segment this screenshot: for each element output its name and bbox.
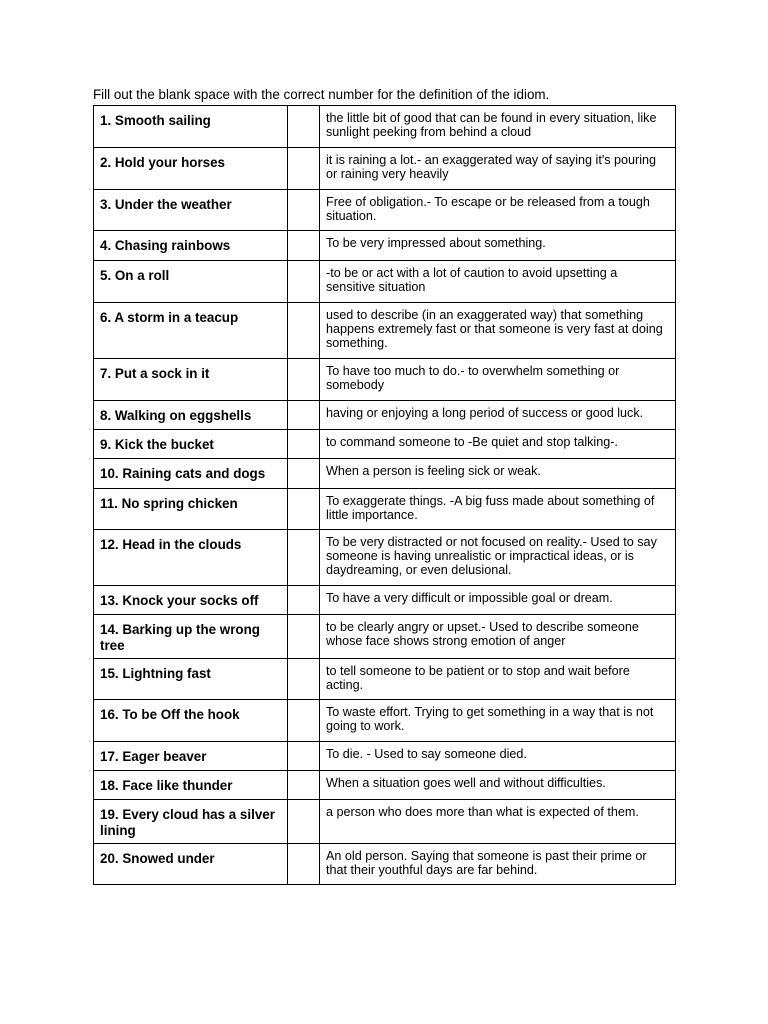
definition-cell — [320, 844, 676, 885]
table-row — [94, 615, 676, 659]
idiom-cell — [94, 586, 288, 615]
idiom-text: 11. No spring chicken — [100, 496, 238, 511]
idiom-cell — [94, 615, 288, 659]
idiom-cell — [94, 106, 288, 148]
definition-text: used to describe (in an exaggerated way) that something happens extremely fast or that someone is very fast at doing something. — [326, 308, 663, 350]
answer-blank[interactable] — [288, 700, 320, 742]
idiom-text: 6. A storm in a teacup — [100, 310, 239, 325]
definition-text: it is raining a lot.- an exaggerated way of saying it's pouring or raining very heavily — [326, 153, 657, 181]
answer-blank[interactable] — [288, 742, 320, 771]
idiom-cell — [94, 530, 288, 586]
table-row — [94, 700, 676, 742]
table-row — [94, 459, 676, 489]
definition-text: To have too much to do.- to overwhelm something or somebody — [326, 364, 620, 392]
idiom-text: 20. Snowed under — [100, 851, 215, 866]
definition-text: to command someone to -Be quiet and stop talking-. — [326, 435, 618, 449]
idiom-cell — [94, 459, 288, 489]
definition-cell — [320, 261, 676, 303]
definition-text: having or enjoying a long period of success or good luck. — [326, 406, 644, 420]
answer-blank[interactable] — [288, 530, 320, 586]
answer-blank[interactable] — [288, 430, 320, 459]
definition-text: An old person. Saying that someone is past their prime or that their youthful days are far behind. — [326, 849, 647, 877]
definition-cell — [320, 231, 676, 261]
definition-cell — [320, 742, 676, 771]
idiom-text: 5. On a roll — [100, 268, 170, 283]
idiom-cell — [94, 261, 288, 303]
answer-blank[interactable] — [288, 489, 320, 530]
definition-text: to tell someone to be patient or to stop and wait before acting. — [326, 664, 630, 692]
idiom-cell — [94, 700, 288, 742]
definition-cell — [320, 359, 676, 401]
idiom-cell — [94, 489, 288, 530]
definition-text: To have a very difficult or impossible goal or dream. — [326, 591, 613, 605]
table-row — [94, 401, 676, 430]
idiom-cell — [94, 190, 288, 231]
answer-blank[interactable] — [288, 459, 320, 489]
table-row — [94, 771, 676, 800]
table-row — [94, 659, 676, 700]
definition-cell — [320, 148, 676, 190]
answer-blank[interactable] — [288, 261, 320, 303]
table-row — [94, 586, 676, 615]
definition-text: Free of obligation.- To escape or be released from a tough situation. — [326, 195, 650, 223]
definition-cell — [320, 459, 676, 489]
table-row — [94, 530, 676, 586]
idiom-text: 16. To be Off the hook — [100, 707, 240, 722]
idiom-text: 15. Lightning fast — [100, 666, 211, 681]
idiom-text: 1. Smooth sailing — [100, 113, 211, 128]
definition-text: To die. - Used to say someone died. — [326, 747, 527, 761]
idiom-text: 14. Barking up the wrong tree — [100, 622, 260, 653]
definition-cell — [320, 586, 676, 615]
table-row — [94, 800, 676, 844]
idiom-text: 9. Kick the bucket — [100, 437, 214, 452]
table-row — [94, 190, 676, 231]
idiom-cell — [94, 771, 288, 800]
idiom-cell — [94, 148, 288, 190]
definition-cell — [320, 615, 676, 659]
table-row — [94, 430, 676, 459]
table-row — [94, 489, 676, 530]
definition-cell — [320, 401, 676, 430]
idiom-text: 18. Face like thunder — [100, 778, 233, 793]
definition-cell — [320, 771, 676, 800]
idiom-text: 12. Head in the clouds — [100, 537, 242, 552]
table-row — [94, 106, 676, 148]
idiom-cell — [94, 359, 288, 401]
definition-cell — [320, 800, 676, 844]
idiom-text: 3. Under the weather — [100, 197, 232, 212]
idiom-cell — [94, 659, 288, 700]
answer-blank[interactable] — [288, 844, 320, 885]
table-row — [94, 148, 676, 190]
answer-blank[interactable] — [288, 401, 320, 430]
idiom-cell — [94, 303, 288, 359]
definition-cell — [320, 430, 676, 459]
idiom-text: 8. Walking on eggshells — [100, 408, 252, 423]
table-row — [94, 359, 676, 401]
answer-blank[interactable] — [288, 148, 320, 190]
definition-cell — [320, 190, 676, 231]
table-row — [94, 231, 676, 261]
definition-cell — [320, 106, 676, 148]
idiom-matching-table — [93, 105, 676, 885]
definition-text: When a person is feeling sick or weak. — [326, 464, 541, 478]
answer-blank[interactable] — [288, 615, 320, 659]
answer-blank[interactable] — [288, 359, 320, 401]
table-row — [94, 844, 676, 885]
idiom-cell — [94, 231, 288, 261]
idiom-text: 7. Put a sock in it — [100, 366, 210, 381]
idiom-text: 13. Knock your socks off — [100, 593, 259, 608]
answer-blank[interactable] — [288, 771, 320, 800]
idiom-cell — [94, 430, 288, 459]
definition-text: a person who does more than what is expected of them. — [326, 805, 639, 819]
answer-blank[interactable] — [288, 231, 320, 261]
idiom-cell — [94, 401, 288, 430]
answer-blank[interactable] — [288, 303, 320, 359]
definition-cell — [320, 700, 676, 742]
idiom-text: 19. Every cloud has a silver lining — [100, 807, 275, 838]
definition-cell — [320, 659, 676, 700]
definition-cell — [320, 489, 676, 530]
idiom-text: 10. Raining cats and dogs — [100, 466, 266, 481]
answer-blank[interactable] — [288, 659, 320, 700]
definition-text: To be very distracted or not focused on reality.- Used to say someone is having unrealistic or impractical ideas, or is daydreaming, or even delusional. — [326, 535, 657, 577]
definition-text: to be clearly angry or upset.- Used to describe someone whose face shows strong emotion of anger — [326, 620, 639, 648]
idiom-text: 17. Eager beaver — [100, 749, 207, 764]
definition-cell — [320, 303, 676, 359]
worksheet-instructions: Fill out the blank space with the correct number for the definition of the idiom. — [93, 87, 550, 102]
definition-text: -to be or act with a lot of caution to avoid upsetting a sensitive situation — [326, 266, 618, 294]
table-row — [94, 742, 676, 771]
definition-text: To waste effort. Trying to get something in a way that is not going to work. — [326, 705, 654, 733]
definition-text: To be very impressed about something. — [326, 236, 546, 250]
table-row — [94, 303, 676, 359]
answer-blank[interactable] — [288, 586, 320, 615]
idiom-text: 2. Hold your horses — [100, 155, 226, 170]
answer-blank[interactable] — [288, 106, 320, 148]
idiom-cell — [94, 844, 288, 885]
idiom-text: 4. Chasing rainbows — [100, 238, 231, 253]
idiom-cell — [94, 800, 288, 844]
answer-blank[interactable] — [288, 800, 320, 844]
definition-text: the little bit of good that can be found in every situation, like sunlight peeking from behind a cloud — [326, 111, 657, 139]
answer-blank[interactable] — [288, 190, 320, 231]
definition-text: When a situation goes well and without difficulties. — [326, 776, 606, 790]
table-row — [94, 261, 676, 303]
definition-text: To exaggerate things. -A big fuss made about something of little importance. — [326, 494, 655, 522]
definition-cell — [320, 530, 676, 586]
idiom-cell — [94, 742, 288, 771]
